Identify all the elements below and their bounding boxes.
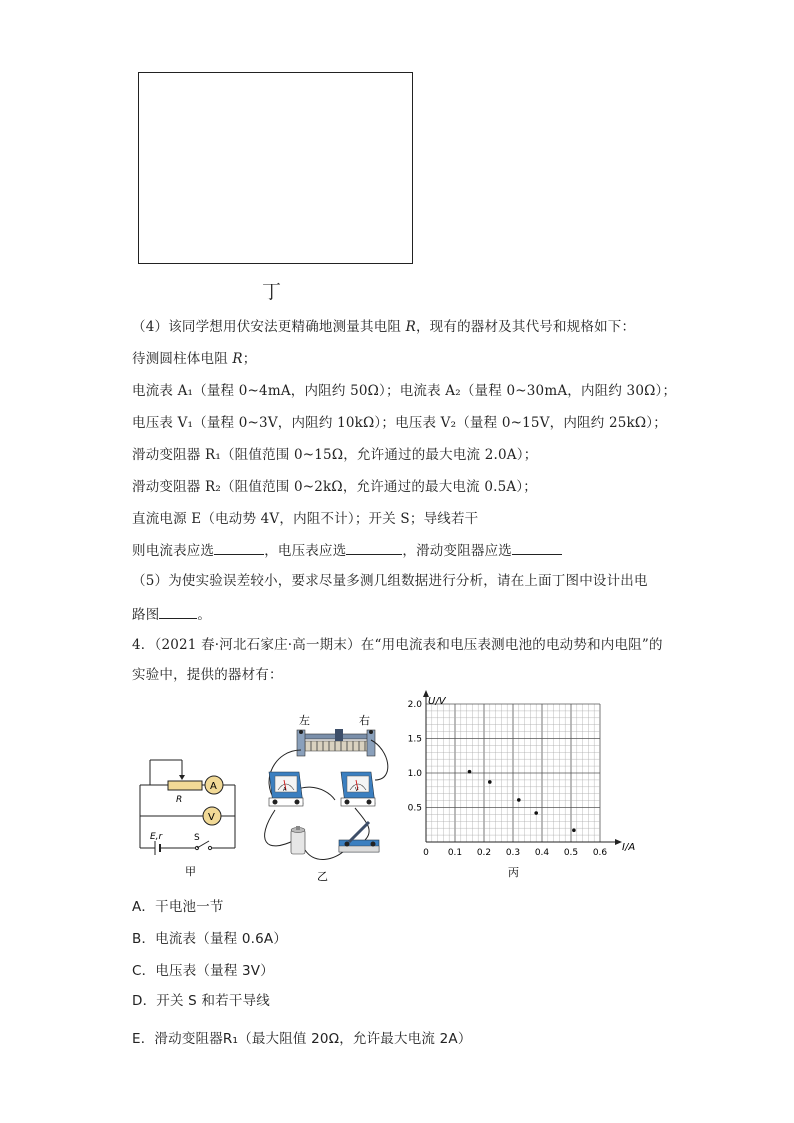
chart-title: 丙 (508, 866, 519, 879)
battery-device (291, 826, 305, 854)
y-tick-label: 1.0 (407, 769, 422, 779)
q4-part5-line1: （5）为使实验误差较小，要求尽量多测几组数据进行分析，请在上面丁图中设计出电 (132, 573, 648, 589)
ding-design-box (138, 72, 413, 264)
voltmeter-face-label: V (355, 787, 359, 793)
chart-y-label: U/V (428, 696, 446, 707)
u-i-chart (400, 690, 650, 885)
ammeter-label: A (210, 781, 217, 792)
ammeter-answer-blank[interactable] (214, 540, 264, 555)
x-tick-label: 0.5 (563, 848, 579, 858)
x-tick-label: 0 (423, 848, 429, 858)
source-label: E,r (150, 832, 163, 842)
x-tick-label: 0.4 (534, 848, 550, 858)
circuit-answer-blank[interactable] (159, 604, 197, 619)
chart-x-ticks (423, 848, 607, 858)
x-axis-arrow (615, 839, 622, 845)
chart-y-ticks (408, 700, 423, 814)
slider-arrow (179, 775, 185, 780)
data-point (534, 811, 538, 815)
rheostat-right-label: 右 (359, 714, 370, 727)
chart-grid (426, 704, 600, 842)
option-d: D．开关 S 和若干导线 (132, 993, 270, 1009)
question4-stem-line2: 实验中，提供的器材有： (132, 667, 283, 683)
y-tick-label: 0.5 (407, 803, 422, 814)
chart-x-label: I/A (622, 842, 636, 853)
rheostat-left-label: 左 (299, 714, 310, 727)
q4-selection-line: 则电流表应选 ，电压表应选 ，滑动变阻器应选 (132, 540, 562, 560)
option-a: A．干电池一节 (132, 899, 224, 915)
data-point (488, 780, 492, 784)
x-tick-label: 0.2 (476, 848, 492, 858)
rheostat-answer-blank[interactable] (512, 540, 562, 555)
x-tick-label: 0.1 (447, 848, 463, 858)
option-c: C．电压表（量程 3V） (132, 963, 274, 979)
q4-item-voltmeters: 电压表 V₁（量程 0~3V，内阻约 10kΩ）；电压表 V₂（量程 0~15V，内阻约 25kΩ）； (132, 415, 667, 431)
q4-part4-intro: （4）该同学想用伏安法更精确地测量其电阻 R，现有的器材及其代号和规格如下： (132, 319, 636, 335)
voltmeter-device (341, 772, 375, 806)
jia-figure-label: 甲 (185, 865, 196, 878)
switch-contact-right (208, 846, 211, 849)
q4-item-rheostat-r1: 滑动变阻器 R₁（阻值范围 0~15Ω，允许通过的最大电流 2.0A）； (132, 447, 538, 463)
ding-figure-label: 丁 (262, 281, 282, 303)
ammeter-device (269, 772, 303, 806)
q4-part5-line2: 路图 。 (132, 604, 211, 624)
q4-item-source: 直流电源 E（电动势 4V，内阻不计）；开关 S；导线若干 (132, 511, 479, 527)
q4-item-rheostat-r2: 滑动变阻器 R₂（阻值范围 0~2kΩ，允许通过的最大电流 0.5A）； (132, 479, 537, 495)
x-tick-label: 0.6 (592, 848, 608, 858)
q4-item-ammeters: 电流表 A₁（量程 0~4mA，内阻约 50Ω）；电流表 A₂（量程 0~30mA，内阻约 30Ω）； (132, 383, 677, 399)
x-tick-label: 0.3 (505, 848, 521, 858)
chart-axes (423, 690, 622, 845)
data-point (572, 828, 576, 832)
question4-stem-line1: 4．（2021 春·河北石家庄·高一期末）在“用电流表和电压表测电池的电动势和内电阻”的 (132, 637, 663, 653)
knife-switch-device (339, 822, 379, 852)
switch-label: S (194, 833, 200, 843)
y-tick-label: 2.0 (407, 700, 422, 710)
yi-figure-label: 乙 (317, 870, 328, 883)
circuit-diagram-jia (130, 740, 250, 885)
q4-item-resistor: 待测圆柱体电阻 R； (132, 351, 257, 367)
data-point (468, 770, 472, 774)
ammeter-face-label: A (283, 787, 287, 793)
rheostat-label: R (176, 795, 183, 805)
rheostat-symbol (168, 781, 202, 790)
data-point (517, 798, 521, 802)
y-tick-label: 1.5 (407, 734, 422, 745)
apparatus-diagram-yi (255, 710, 395, 885)
option-e: E．滑动变阻器R₁（最大阻值 20Ω，允许最大电流 2A） (132, 1031, 472, 1047)
option-b: B．电流表（量程 0.6A） (132, 931, 288, 947)
voltmeter-answer-blank[interactable] (346, 540, 402, 555)
voltmeter-label: V (208, 812, 215, 823)
rheostat-device (297, 729, 375, 756)
